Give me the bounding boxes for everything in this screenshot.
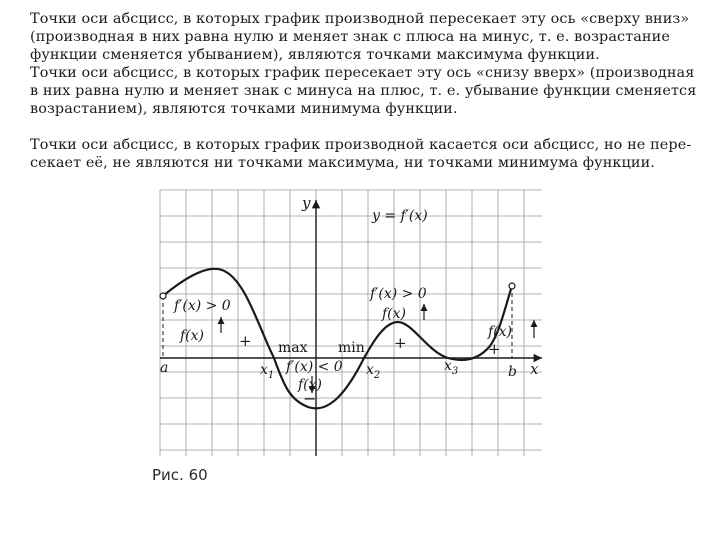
- paragraph-maximum: [30, 10, 690, 64]
- sign-plus-right: +: [488, 340, 501, 358]
- point-x1-label: $x_1$: [260, 362, 275, 381]
- point-a-label: a: [160, 360, 169, 376]
- point-x3-label: $x_3$: [444, 358, 459, 377]
- annotation-positive-right: f′(x) > 0: [370, 286, 427, 302]
- sign-plus-middle: +: [394, 334, 407, 352]
- grid: [160, 190, 542, 456]
- text-line: возрастанием), являются точками минимума функции.: [30, 101, 458, 117]
- curve-label: y = f′(x): [372, 208, 428, 224]
- annotation-fx-left: f(x): [180, 328, 205, 344]
- annotation-positive-left: f′(x) > 0: [174, 298, 231, 314]
- text-line: функции сменяется убыванием), являются точками максимума функции.: [30, 47, 600, 63]
- annotation-fx-right-top: f(x): [382, 306, 407, 322]
- endpoint-a: [160, 293, 166, 299]
- point-b-label: b: [508, 364, 517, 380]
- endpoint-b: [509, 283, 515, 289]
- y-axis-label: y: [302, 194, 311, 212]
- text-line: (производная в них равна нулю и меняет знак с плюса на минус, т. е. возрастание: [30, 29, 670, 45]
- text-line: Точки оси абсцисс, в которых график производной касается оси абсцисс, но не пере-: [30, 137, 692, 153]
- text-line: секает её, не являются ни точками максимума, ни точками минимума функции.: [30, 155, 655, 171]
- sign-plus-left: +: [239, 332, 252, 350]
- annotation-max: max: [278, 340, 308, 356]
- annotation-fx-right: f(x): [488, 324, 513, 340]
- paragraph-minimum: [30, 64, 697, 118]
- figure-caption: Рис. 60: [152, 466, 208, 484]
- text-line: Точки оси абсцисс, в которых график пересекает эту ось «снизу вверх» (производная: [30, 65, 695, 81]
- text-line: Точки оси абсцисс, в которых график производной пересекает эту ось «сверху вниз»: [30, 11, 690, 27]
- text-line: в них равна нулю и меняет знак с минуса на плюс, т. е. убывание функции сменяется: [30, 83, 697, 99]
- sign-minus: −: [303, 389, 317, 408]
- point-x2-label: $x_2$: [366, 362, 381, 381]
- paragraph-tangent: [30, 136, 692, 172]
- derivative-curve: [163, 269, 512, 409]
- annotation-fx-middle: f(x): [298, 377, 323, 393]
- annotation-min: min: [338, 340, 365, 356]
- derivative-graph-figure: [150, 186, 550, 461]
- annotation-negative: f′(x) < 0: [286, 359, 343, 375]
- x-axis-label: x: [530, 360, 539, 378]
